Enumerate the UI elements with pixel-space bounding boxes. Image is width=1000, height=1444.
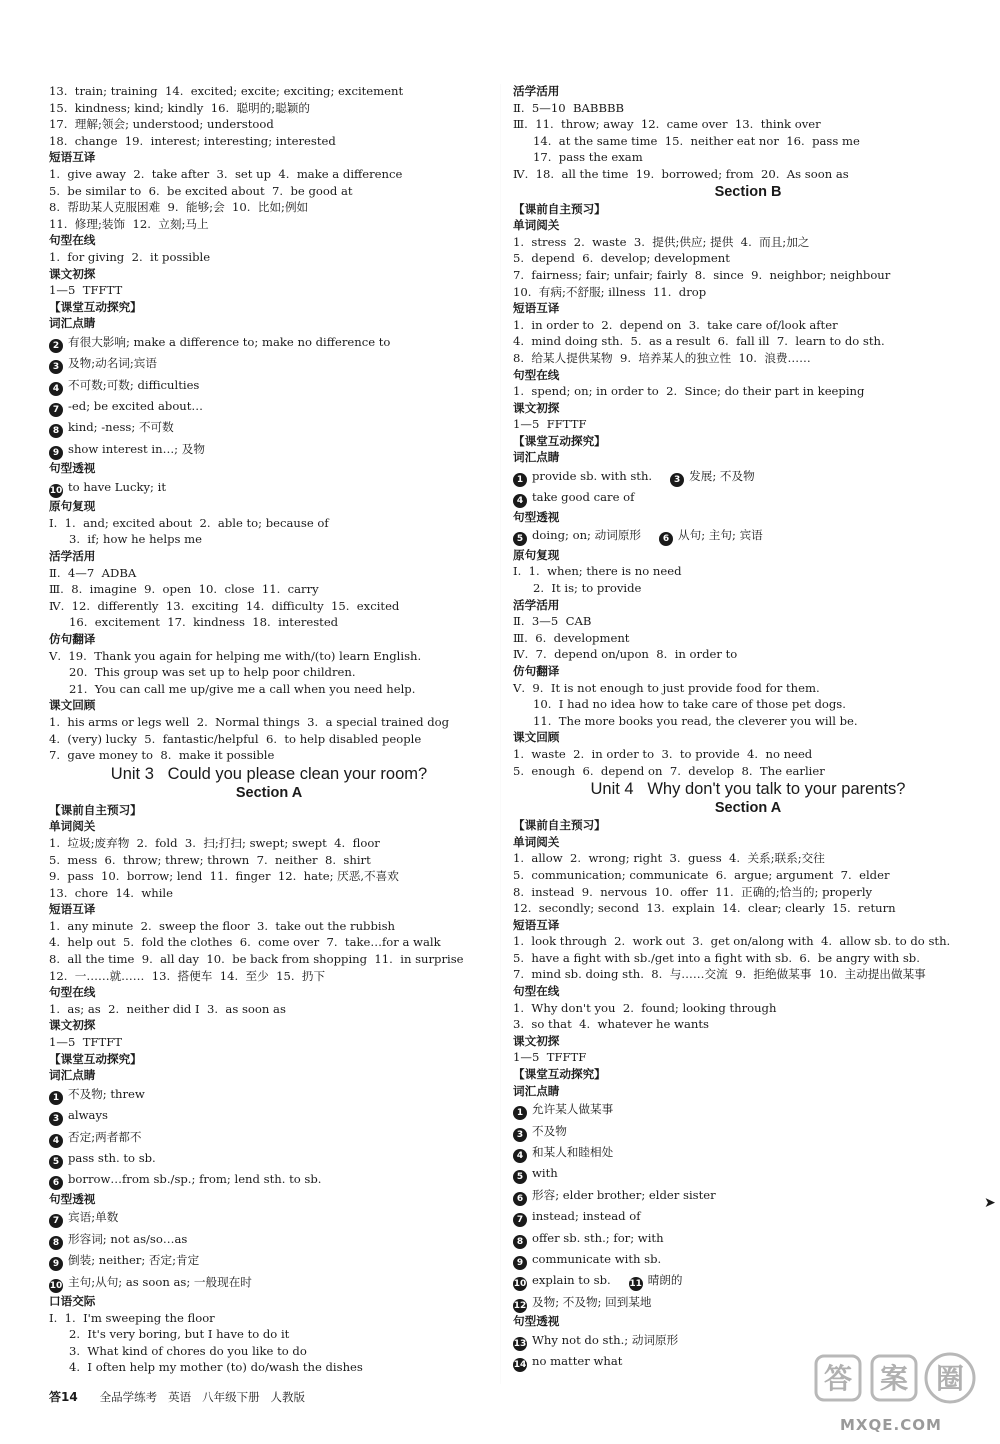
column-divider [500,84,501,1384]
answer-line: 2. It's very boring, but I have to do it [69,1327,290,1342]
answer-text: 及物;动名词;宾语 [68,356,157,371]
answer-line: 7. fairness; fair; unfair; fairly 8. since 9. neighbor; neighbour [513,267,891,282]
answer-line: 15. kindness; kind; kindly 16. 聪明的;聪颖的 [49,100,310,115]
answer-text: provide sb. with sth. [532,469,653,484]
numbered-answer [49,332,489,353]
answer-text: 主句;从句; as soon as; 一般现在时 [68,1274,252,1289]
edge-arrow-icon: ➤ [984,1195,996,1211]
circled-number: 1 [513,1106,527,1120]
subheading: 课文初探 [49,266,96,281]
answer-line: 1. give away 2. take after 3. set up 4. make a difference [49,166,403,181]
circled-number: 3 [49,360,63,374]
left-column [49,83,489,1376]
subheading: 活学活用 [49,549,96,564]
numbered-answer [513,1185,983,1206]
subheading: 单词阅关 [513,218,560,233]
numbered-answer [49,353,489,374]
answer-text: 倒装; neither; 否定;肯定 [68,1253,200,1268]
answer-line: Ⅲ. 11. throw; away 12. came over 13. think over [513,117,821,132]
answer-line: 8. 帮助某人克服困难 9. 能够;会 10. 比如;例如 [49,200,309,215]
bracket-heading: 【课堂互动探究】 [513,1067,606,1082]
numbered-answer [49,1169,489,1190]
answer-line: 13. train; training 14. excited; excite; exciting; excitement [49,84,404,98]
answer-text: 宾语;单数 [68,1210,119,1225]
grade: 八年级下册 [202,1390,260,1404]
subheading: 句型在线 [49,233,96,248]
subheading: 课文初探 [513,1033,560,1048]
circled-number: 8 [49,424,63,438]
subheading: 原句复现 [513,547,560,562]
circled-number: 6 [49,1176,63,1190]
answer-line: 5. depend 6. develop; development [513,251,730,266]
circled-number: 5 [49,1155,63,1169]
numbered-answer [513,1292,983,1313]
answer-line: 1—5 TFFTT [49,283,123,298]
answer-line: Ⅳ. 7. depend on/upon 8. in order to [513,647,738,662]
answer-text: explain to sb. [532,1273,611,1288]
bracket-heading: 【课前自主预习】 [513,201,606,216]
circled-number: 3 [670,473,684,487]
circled-number: 1 [513,473,527,487]
section-title: Section B [714,183,782,200]
answer-text: kind; -ness; 不可数 [68,420,174,435]
numbered-answer [513,1121,983,1142]
answer-line: 1. waste 2. in order to 3. to provide 4. no need [513,746,813,761]
answer-line: 1. for giving 2. it possible [49,249,211,264]
answer-line: 11. The more books you read, the cleverer you will be. [533,713,858,728]
subheading: 仿句翻译 [513,663,560,678]
answer-line: 21. You can call me up/give me a call when you need help. [69,681,416,696]
answer-line: 5. communication; communicate 6. argue; argument 7. elder [513,867,890,882]
answer-line: 1. his arms or legs well 2. Normal things 3. a special trained dog [49,714,450,729]
subheading: 课文初探 [513,400,560,415]
answer-line: 13. chore 14. while [49,885,173,900]
answer-line: 1—5 FFTTF [513,417,587,432]
subheading: 短语互译 [513,301,560,316]
bracket-heading: 【课堂互动探究】 [49,299,142,314]
answer-text: 否定;两者都不 [68,1129,142,1144]
numbered-answer [513,1206,983,1227]
subheading: 词汇点睛 [49,1068,96,1083]
svg-text:案: 案 [879,1362,909,1395]
answer-line: 5. be similar to 6. be excited about 7. be good at [49,183,353,198]
answer-line: 1—5 TFTFT [49,1035,123,1050]
numbered-answer [513,487,983,508]
numbered-answer [513,1270,983,1291]
answer-line: 3. so that 4. whatever he wants [513,1017,709,1032]
subheading: 短语互译 [513,917,560,932]
numbered-answer [49,1127,489,1148]
numbered-answer [513,1142,983,1163]
numbered-answer [49,439,489,460]
circled-number: 2 [49,339,63,353]
answer-text: pass sth. to sb. [68,1151,156,1165]
answer-line: 1. Why don't you 2. found; looking through [513,1000,777,1015]
answer-text: Why not do sth.; 动词原形 [532,1332,679,1347]
circled-number: 6 [659,532,673,546]
answer-line: 1. in order to 2. depend on 3. take care of/look after [513,317,838,332]
edition: 人教版 [270,1390,306,1404]
answer-line: Ⅳ. 18. all the time 19. borrowed; from 20. As soon as [513,166,849,181]
answer-line: Ⅰ. 1. when; there is no need [513,564,682,579]
page-footer [49,1388,305,1405]
numbered-answer [513,525,983,546]
circled-number: 9 [49,446,63,460]
answer-line: Ⅲ. 8. imagine 9. open 10. close 11. carry [49,582,319,597]
answer-text: communicate with sb. [532,1251,662,1266]
subheading: 活学活用 [513,84,560,98]
numbered-answer [513,1163,983,1184]
answer-text: 发展; 不及物 [689,469,755,484]
subheading: 词汇点睛 [49,316,96,331]
numbered-answer [49,1148,489,1169]
numbered-answer [49,1207,489,1228]
section-title: Section A [714,800,782,817]
page-label: 答14 [49,1390,78,1404]
circled-number: 11 [629,1279,642,1290]
answer-line: 5. have a fight with sb./get into a fight with sb. 6. be angry with sb. [513,950,920,965]
answer-text: 不及物; threw [68,1086,145,1101]
answer-line: Ⅰ. 1. I'm sweeping the floor [49,1310,215,1325]
circled-number: 1 [49,1091,63,1105]
answer-line: 4. mind doing sth. 5. as a result 6. fall ill 7. learn to do sth. [513,334,885,349]
answer-line: 1. allow 2. wrong; right 3. guess 4. 关系;联系;交往 [513,851,825,866]
answer-text: borrow…from sb./sp.; from; lend sth. to sb. [68,1172,322,1187]
answer-text: always [68,1108,108,1123]
answer-line: 10. 有病;不舒服; illness 11. drop [513,284,707,299]
answer-line: 11. 修理;装饰 12. 立刻;马上 [49,216,209,231]
answer-line: 7. gave money to 8. make it possible [49,748,275,763]
subheading: 单词阅关 [49,819,96,834]
answer-text: 不及物 [532,1123,567,1138]
subheading: 词汇点睛 [513,450,560,465]
circled-number: 9 [49,1257,63,1271]
subheading: 句型透视 [513,1314,560,1329]
answer-line: Ⅴ. 9. It is not enough to just provide food for them. [513,680,820,695]
circled-number: 10 [513,1279,527,1290]
answer-line: 10. I had no idea how to take care of those pet dogs. [533,697,846,712]
answer-line: 2. It is; to provide [533,581,642,596]
answer-line: 12. 一……就…… 13. 搭便车 14. 至少 15. 扔下 [49,968,326,983]
answer-line: 1. as; as 2. neither did I 3. as soon as [49,1001,286,1016]
circled-number: 13 [513,1338,527,1349]
answer-text: show interest in…; 及物 [68,441,205,456]
svg-text:圈: 圈 [935,1362,965,1395]
unit-title: Unit 4 Why don't you talk to your parents? [590,780,906,799]
answer-line: 1. any minute 2. sweep the floor 3. take out the rubbish [49,918,396,933]
answer-text: 允许某人做某事 [532,1102,614,1117]
numbered-answer [513,1249,983,1270]
circled-number: 8 [513,1235,527,1249]
circled-number: 5 [513,532,527,546]
numbered-answer [513,1228,983,1249]
answer-line: 1. look through 2. work out 3. get on/along with 4. allow sb. to do sth. [513,934,951,949]
answer-line: 5. mess 6. throw; threw; thrown 7. neither 8. shirt [49,852,371,867]
answer-text: 不可数;可数; difficulties [68,377,200,392]
numbered-answer [49,1229,489,1250]
subject: 英语 [168,1390,192,1404]
numbered-answer [49,375,489,396]
answer-text: 形容词; not as/so…as [68,1231,188,1246]
numbered-answer [49,1084,489,1105]
subheading: 句型透视 [513,509,560,524]
answer-line: 14. at the same time 15. neither eat nor 16. pass me [533,133,860,148]
answer-text: 形容; elder brother; elder sister [532,1187,716,1202]
answer-line: 1. spend; on; in order to 2. Since; do their part in keeping [513,384,865,399]
circled-number: 9 [513,1256,527,1270]
bracket-heading: 【课前自主预习】 [513,818,606,833]
subheading: 词汇点睛 [513,1083,560,1098]
answer-line: 1. 垃圾;废弃物 2. fold 3. 扫;打扫; swept; swept 4. floor [49,835,380,850]
circled-number: 6 [513,1192,527,1206]
numbered-answer [49,417,489,438]
circled-number: 12 [513,1300,527,1311]
answer-text: 和某人和睦相处 [532,1145,614,1160]
answer-line: Ⅱ. 4—7 ADBA [49,565,137,580]
circled-number: 7 [513,1213,527,1227]
answer-text: offer sb. sth.; for; with [532,1230,664,1245]
subheading: 句型透视 [49,461,96,476]
svg-text:答: 答 [823,1362,853,1395]
subheading: 活学活用 [513,597,560,612]
answer-line: 16. excitement 17. kindness 18. interested [69,615,339,630]
subheading: 仿句翻译 [49,631,96,646]
circled-number: 10 [49,1280,63,1291]
answer-line: 5. enough 6. depend on 7. develop 8. The earlier [513,763,825,778]
circled-number: 7 [49,403,63,417]
numbered-answer [513,466,983,487]
answer-text: 从句; 主句; 宾语 [678,528,763,543]
circled-number: 3 [49,1112,63,1126]
subheading: 课文回顾 [49,698,96,713]
answer-text: 有很大影响; make a difference to; make no difference to [68,334,391,349]
answer-line: 3. if; how he helps me [69,532,203,547]
answer-line: 4. (very) lucky 5. fantastic/helpful 6. to help disabled people [49,731,422,746]
numbered-answer [49,1250,489,1271]
numbered-answer [49,396,489,417]
book-title: 全品学练考 [99,1390,158,1404]
answer-text: to have Lucky; it [68,479,166,494]
answer-line: 7. mind sb. doing sth. 8. 与……交流 9. 拒绝做某事 10. 主动提出做某事 [513,967,926,982]
answer-text: no matter what [532,1354,623,1369]
section-title: Section A [235,784,303,801]
subheading: 短语互译 [49,150,96,165]
answer-text: take good care of [532,490,635,505]
circled-number: 10 [49,485,63,496]
subheading: 课文初探 [49,1018,96,1033]
answer-line: 3. What kind of chores do you like to do [69,1343,307,1358]
answer-line: 12. secondly; second 13. explain 14. clear; clearly 15. return [513,901,896,916]
answer-line: 17. pass the exam [533,150,643,165]
answer-line: Ⅴ. 19. Thank you again for helping me with/(to) learn English. [49,648,422,663]
answer-line: 1—5 TFFTF [513,1050,587,1065]
circled-number: 3 [513,1128,527,1142]
subheading: 句型透视 [49,1191,96,1206]
answer-text: -ed; be excited about… [68,399,204,414]
answer-text: doing; on; 动词原形 [532,528,642,543]
answer-text: instead; instead of [532,1209,641,1224]
circled-number: 4 [513,1149,527,1163]
answer-line: 18. change 19. interest; interesting; interested [49,133,336,148]
circled-number: 5 [513,1170,527,1184]
unit-title: Unit 3 Could you please clean your room? [110,764,428,783]
answer-line: Ⅲ. 6. development [513,630,630,645]
answer-line: 4. I often help my mother (to) do/wash the dishes [69,1360,363,1375]
answer-line: 8. all the time 9. all day 10. be back from shopping 11. in surprise [49,952,464,967]
bracket-heading: 【课前自主预习】 [49,802,142,817]
answer-text: 及物; 不及物; 回到某地 [532,1294,652,1309]
numbered-answer [49,477,489,498]
answer-text: with [532,1166,558,1181]
circled-number: 4 [49,382,63,396]
subheading: 句型在线 [513,984,560,999]
numbered-answer [513,1099,983,1120]
bracket-heading: 【课堂互动探究】 [513,433,606,448]
answer-line: Ⅳ. 12. differently 13. exciting 14. difficulty 15. excited [49,598,400,613]
subheading: 句型在线 [49,985,96,1000]
circled-number: 7 [49,1214,63,1228]
bracket-heading: 【课堂互动探究】 [49,1051,142,1066]
answer-line: 1. stress 2. waste 3. 提供;供应; 提供 4. 而且;加之 [513,234,810,249]
numbered-answer [49,1105,489,1126]
answer-line: Ⅰ. 1. and; excited about 2. able to; because of [49,515,329,530]
answer-line: 4. help out 5. fold the clothes 6. come over 7. take…for a walk [49,935,441,950]
circled-number: 8 [49,1236,63,1250]
answer-line: 8. 给某人提供某物 9. 培养某人的独立性 10. 浪费…… [513,350,811,365]
subheading: 句型在线 [513,367,560,382]
answer-text: 晴朗的 [647,1273,683,1288]
subheading: 单词阅关 [513,834,560,849]
circled-number: 14 [513,1360,527,1371]
answer-line: 9. pass 10. borrow; lend 11. finger 12. hate; 厌恶,不喜欢 [49,869,399,884]
right-column [513,83,983,1373]
subheading: 口语交际 [49,1293,96,1308]
subheading: 课文回顾 [513,730,560,745]
watermark-text: MXQE.COM [840,1416,942,1434]
numbered-answer [49,1272,489,1293]
circled-number: 4 [513,494,527,508]
answer-line: Ⅱ. 3—5 CAB [513,614,592,629]
subheading: 原句复现 [49,499,96,514]
answer-line: Ⅱ. 5—10 BABBBB [513,100,625,115]
answer-line: 17. 理解;领会; understood; understood [49,117,274,132]
circled-number: 4 [49,1134,63,1148]
subheading: 短语互译 [49,902,96,917]
answer-line: 8. instead 9. nervous 10. offer 11. 正确的;恰当的; properly [513,884,873,899]
answer-line: 20. This group was set up to help poor children. [69,665,356,680]
